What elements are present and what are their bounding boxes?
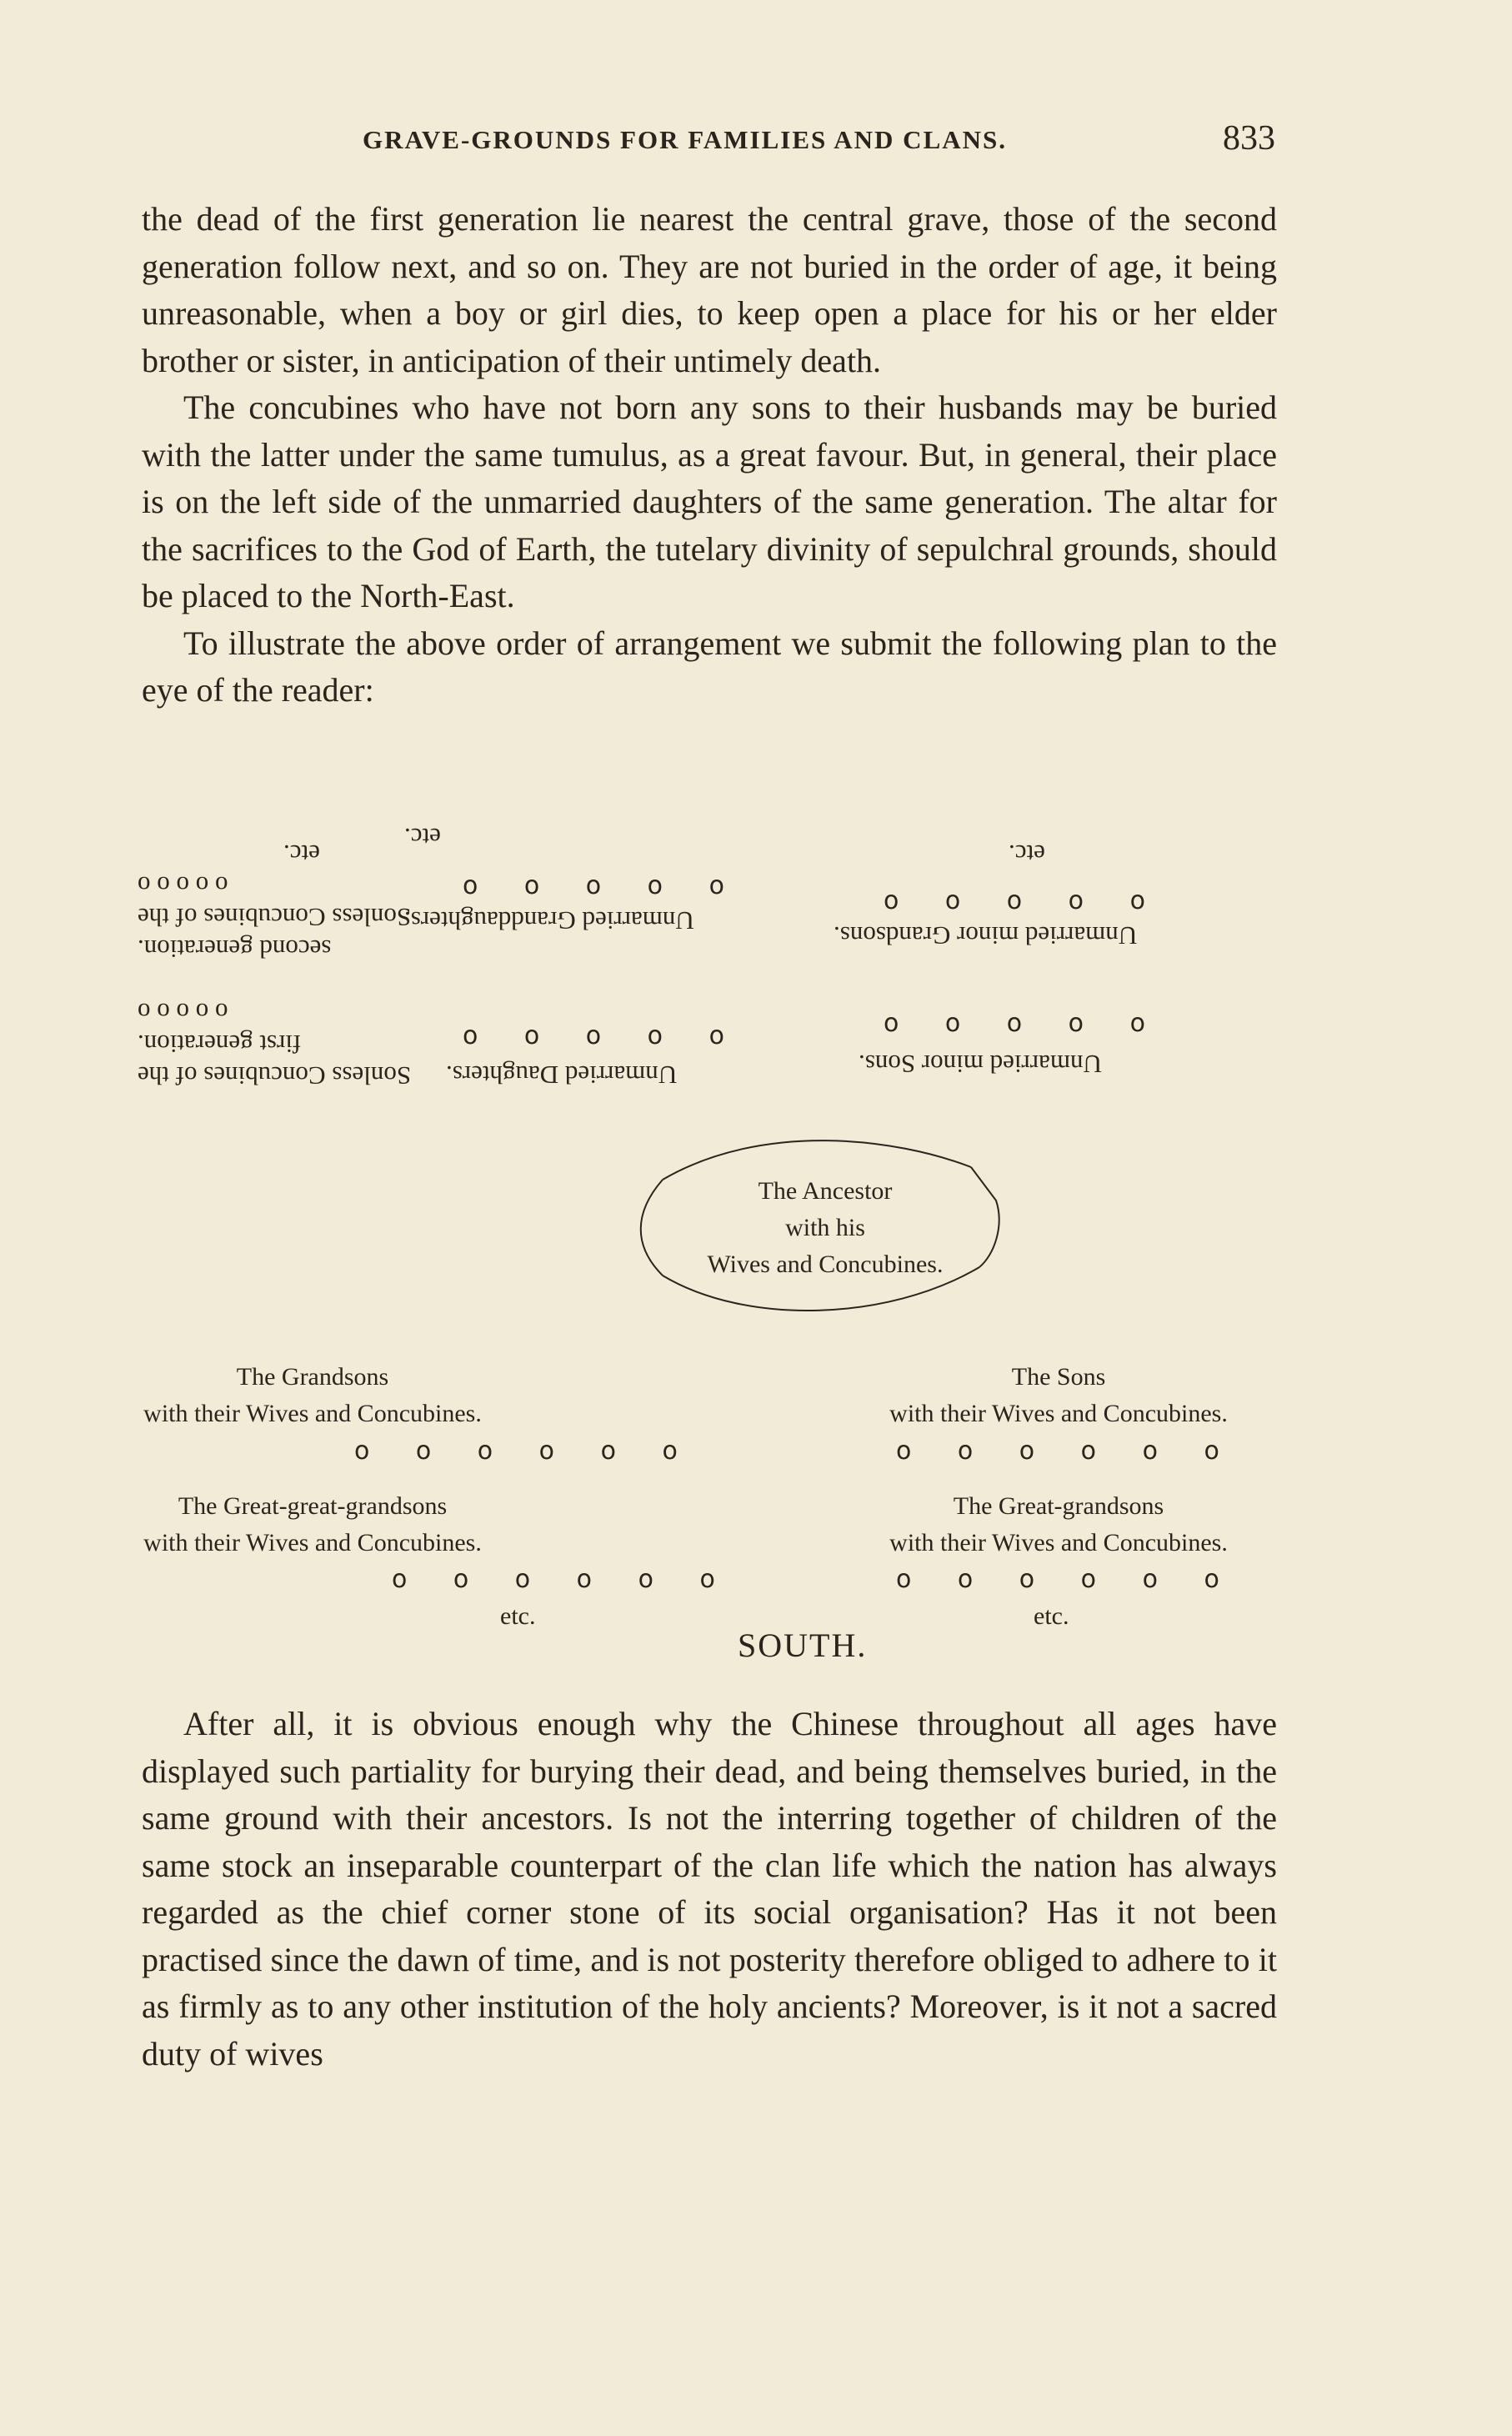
grave-plan-diagram <box>0 821 1512 1680</box>
label-line: with their Wives and Concubines. <box>889 1529 1228 1556</box>
inverted-label-left-top <box>138 838 411 965</box>
inverted-label-right-top-2 <box>834 920 1137 951</box>
label-line: Sonless Concubines of the <box>138 903 412 932</box>
label-line: Unmarried minor Grandsons. <box>834 921 1138 950</box>
paragraph: After all, it is obvious enough why the Chinese throughout all ages have displayed such partiality for burying their dead, and being themselves buried, in the same ground with their ancestors. Is not the interring together of children of the same stock an inseparable counterpart of the clan life which the nation has always regarded as the chief corner stone of its social organisation? Has it not been practised since the dawn of time, and is not posterity therefore obliged to adhere to it as firmly as to any other institution of the holy ancients? Moreover, is it not a sacred duty of wives <box>142 1705 1277 2073</box>
grave-circles: o o o o o o <box>354 1436 697 1466</box>
label-line: Unmarried Granddaughters. <box>404 906 694 935</box>
inverted-label-left-bottom <box>138 996 411 1091</box>
label-line: with their Wives and Concubines. <box>143 1529 482 1556</box>
label-line: Unmarried Daughters. <box>446 1060 678 1090</box>
inverted-label-center-top-2 <box>404 905 694 936</box>
sons-label <box>825 1359 1292 1432</box>
paragraph: To illustrate the above order of arrangement we submit the following plan to the eye of the reader: <box>142 624 1277 709</box>
grave-circles: o o o o o o <box>896 1565 1239 1594</box>
label-line: etc. <box>1009 840 1045 869</box>
grave-circles: o o o o o <box>138 998 228 1027</box>
label-line: Unmarried minor Sons. <box>859 1050 1102 1079</box>
grave-circles: o o o o o <box>884 1009 1164 1038</box>
great-great-grandsons-label <box>96 1488 529 1561</box>
south-label: SOUTH. <box>738 1627 868 1664</box>
inverted-label-right-bottom <box>859 1048 1102 1080</box>
grave-circles: o o o o o <box>463 871 743 900</box>
label-line: Sonless Concubines of the <box>138 1061 412 1090</box>
label-line: The Grandsons <box>236 1363 389 1391</box>
label-line: etc. <box>404 823 441 852</box>
etc-label: etc. <box>500 1602 536 1630</box>
label-line: with their Wives and Concubines. <box>143 1400 482 1427</box>
label-line: first generation. <box>138 1030 302 1059</box>
label-line: second generation. <box>138 935 332 964</box>
great-grandsons-label <box>825 1488 1292 1561</box>
label-line: The Ancestor <box>758 1177 893 1205</box>
running-title: GRAVE-GROUNDS FOR FAMILIES AND CLANS. <box>363 125 1008 154</box>
grave-circles: o o o o o o <box>392 1565 734 1594</box>
label-line: Wives and Concubines. <box>707 1251 944 1278</box>
paragraph: the dead of the first generation lie nearest the central grave, those of the second generation follow next, and so on. They are not buried in the order of age, it being unreasonable, when a boy or girl dies, to keep open a place for his or her elder brother or sister, in anticipation of their untimely death. <box>142 200 1277 379</box>
label-line: etc. <box>283 840 320 869</box>
label-line: with his <box>785 1214 865 1241</box>
label-line: with their Wives and Concubines. <box>889 1400 1228 1427</box>
running-head <box>142 118 1275 168</box>
grandsons-label <box>96 1359 529 1432</box>
page-number: 833 <box>1223 119 1275 158</box>
inverted-label-right-top <box>1009 838 1045 870</box>
paragraph: The concubines who have not born any sons to their husbands may be buried with the latter under the same tumulus, as a great favour. But, in general, their place is on the left side of the unmarried daughters of the same generation. The altar for the sacrifices to the God of Earth, the tutelary divinity of sepulchral grounds, should be placed to the North-East. <box>142 388 1277 614</box>
label-line: The Great-grandsons <box>953 1492 1164 1520</box>
grave-circles: o o o o o <box>884 886 1164 915</box>
inverted-label-center-bottom <box>446 1059 677 1090</box>
label-line: The Great-great-grandsons <box>178 1492 448 1520</box>
etc-label: etc. <box>1034 1602 1069 1630</box>
inverted-label-center-top <box>404 821 441 885</box>
body-text-bottom <box>142 1701 1277 2078</box>
body-text-top <box>142 196 1277 714</box>
ancestor-label <box>650 1173 1000 1283</box>
grave-circles: o o o o o <box>138 871 228 900</box>
label-line: The Sons <box>1011 1363 1106 1391</box>
grave-circles: o o o o o o <box>896 1436 1239 1466</box>
grave-circles: o o o o o <box>463 1021 743 1050</box>
